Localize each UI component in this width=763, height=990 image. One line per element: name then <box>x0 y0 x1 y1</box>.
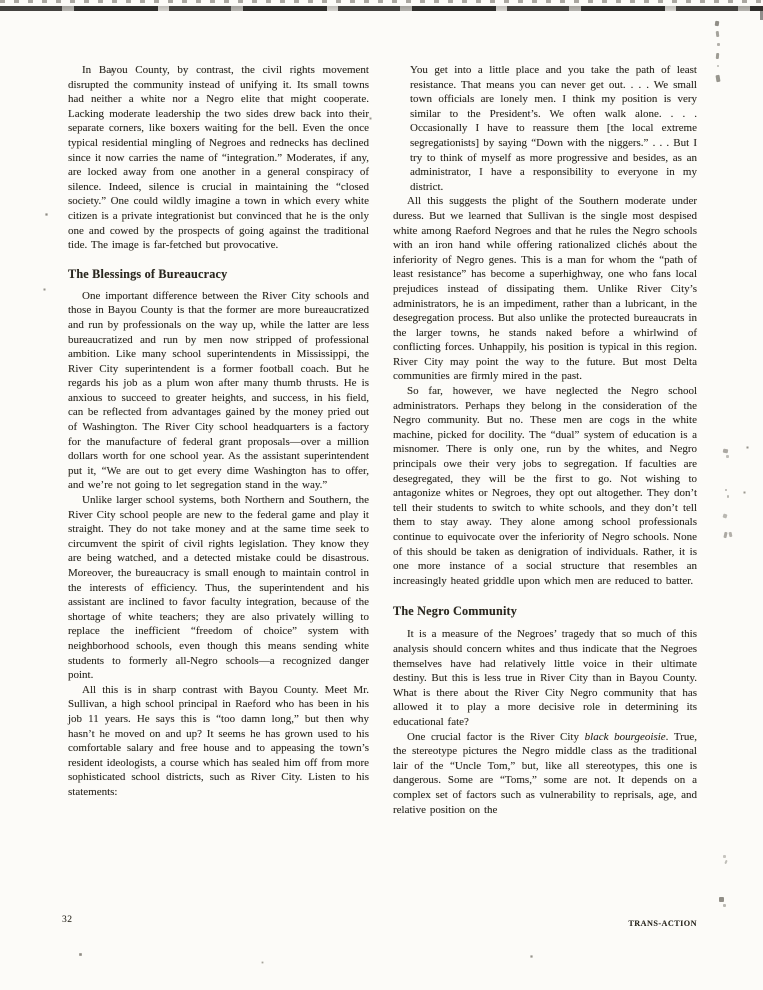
paragraph-text: . True, the stereotype pictures the Negro middle class as the traditional lair of the “Uncle Tom,” but, like all stereotypes, this one is dangerous. Some are “Toms,” some are not. It depends on a complex set of factors such as vulnerability to reprisals, age, and relative position on the <box>393 730 698 816</box>
paragraph: All this suggests the plight of the Southern moderate under duress. But we learned that Sullivan is the single most despised white among Raeford Negroes and that he rules the Negro schools with an iron hand while offering rationalized clichés about the inferiority of Negro genes. This is a man for whom the “path of least resistance” has become a superhighway, one who fans local prejudices instead of dissipating them. Unlike River City’s administrators, he is an impediment, rather than a lubricant, in the desegregation process. But also unlike the protected bureaucrats in the larger towns, he stands naked before a whirlwind of conflicting forces. Unhappily, his position is typical in this region. River City may point the way to the future. But most Delta communities are firmly mired in the past. <box>393 195 697 383</box>
scan-perforation-edge <box>0 0 763 3</box>
page-number: 32 <box>62 915 73 925</box>
paragraph: All this is in sharp contrast with Bayou County. Meet Mr. Sullivan, a high school principal in Raeford who has been in his job 11 years. He says this is “too damn long,” but then why hasn’t he moved on and up? It seems he has grown used to his comfortable salary and free house and to appeasing the town’s resident ideologists, a course which has sealed him off from more sophisticated school districts, such as River City. Listen to his statements: <box>68 683 369 798</box>
block-quote: You get into a little place and you take the path of least resistance. That means you can never get out. . . . We small town officials are lonely men. I think my position is very similar to the President’s. We often walk alone. . . . Occasionally I have to reassure them [the local extreme segregationists] by saying “Down with the niggers.” . . . But I try to think of myself as more progressive and besides, as an administrator, I have a responsibility to everyone in my district. <box>410 64 697 193</box>
scan-specks <box>0 0 1 1</box>
right-column <box>393 63 697 817</box>
pencil-margin-mark <box>725 489 729 498</box>
paragraph: So far, however, we have neglected the Negro school administrators. Perhaps they belong in the consideration of the Negro community. But no. These men are cogs in the white machine, picked for docility. The “dual” system of education is a misnomer. There is only one, run by the whites, and Negro principals owe their very jobs to segregation. If faculties are desegregated, they will be the first to go. Not wishing to antagonize whites or Negroes, they opt out altogether. They don’t tell their students to switch to white schools, and they don’t tell them to stay away. They alone among school professionals continue to equivocate over the inferiority of Negro schools. None of this should be taken as denigration of individuals. Rather, it is one more instance of a social structure that resembles an increasingly heated griddle upon which men are reduced to batter. <box>393 385 697 587</box>
journal-name: TRANS-ACTION <box>628 919 697 928</box>
section-heading: The Negro Community <box>393 604 518 619</box>
pencil-margin-mark <box>719 897 726 907</box>
pencil-margin-marks-top <box>715 21 720 82</box>
pencil-margin-mark <box>723 449 729 458</box>
paragraph <box>393 730 697 818</box>
section-heading: The Blessings of Bureaucracy <box>68 266 228 281</box>
left-column <box>68 63 369 800</box>
pencil-margin-mark <box>724 532 732 550</box>
italic-phrase: black bourgeoisie <box>584 730 666 743</box>
paragraph: It is a measure of the Negroes’ tragedy that so much of this analysis should concern whites and thus indicate that the Negroes themselves have had relatively little voice in their ultimate destiny. But this is less true in River City than in Bayou County. What is there about the River City Negro community that has allowed it to play a more decisive role in determining its educational fate? <box>393 628 697 728</box>
paragraph: One important difference between the River City schools and those in Bayou County is that the former are more bureaucratized and run by professionals on the way up, while the latter are less bureaucratized and run by men now stripped of professional ambition. Like many school superintendents in Mississippi, the River City superintendent is a former football coach. But he regards his job as a plum won after many thumb thrusts. He is anxious to succeed to greater heights, and success, in his field, can be reflected from advantages gained by the money pried out of Washington. The River City school headquarters is a factory for the manufacture of federal grant proposals—over a million dollars worth for one school year. As the assistant superintendent put it, “We are out to get every dime Washington has to offer, and we’re not going to let segregation stand in the way.” <box>68 289 369 492</box>
paragraph: Unlike larger school systems, both Northern and Southern, the River City school people are new to the federal game and play it straight. They do not take money and at the same time seek to circumvent the spirit of civil rights legislation. They know they are being watched, and a detected mistake could be disastrous. Moreover, the bureaucracy is small enough to maintain control in the interests of efficiency. Thus, the superintendent and his assistant are inclined to favor faculty integration, because of the shortage of white teachers; they are also privately willing to replace the inefficient “freedom of choice” system with neighborhood schools, even though this means sending white students to formerly all-Negro schools—a recognized danger point. <box>68 494 369 682</box>
paragraph-text: One crucial factor is the River City <box>407 730 585 743</box>
pencil-margin-mark <box>723 514 727 518</box>
scan-edge-line <box>0 6 763 11</box>
pencil-margin-mark <box>723 855 727 864</box>
paragraph: In Bayou County, by contrast, the civil rights movement disrupted the community instead of unifying it. Its small towns had neither a white nor a Negro elite that might cooperate. Lacking moderate leadership the two sides drew back into their separate corners, like boxers waiting for the bell. Even the once typical residential mingling of Negroes and rednecks has declined since it now carries the name of “integration.” Moderates, if any, are locked away from one another in a general conspiracy of silence. Indeed, silence is crucial in maintaining the “closed society.” One could wildly imagine a town in which every white citizen is a private integrationist but convinced that he is the only one and cowed by the prospects of going against the traditional tide. The image is far-fetched but provocative. <box>68 64 369 252</box>
